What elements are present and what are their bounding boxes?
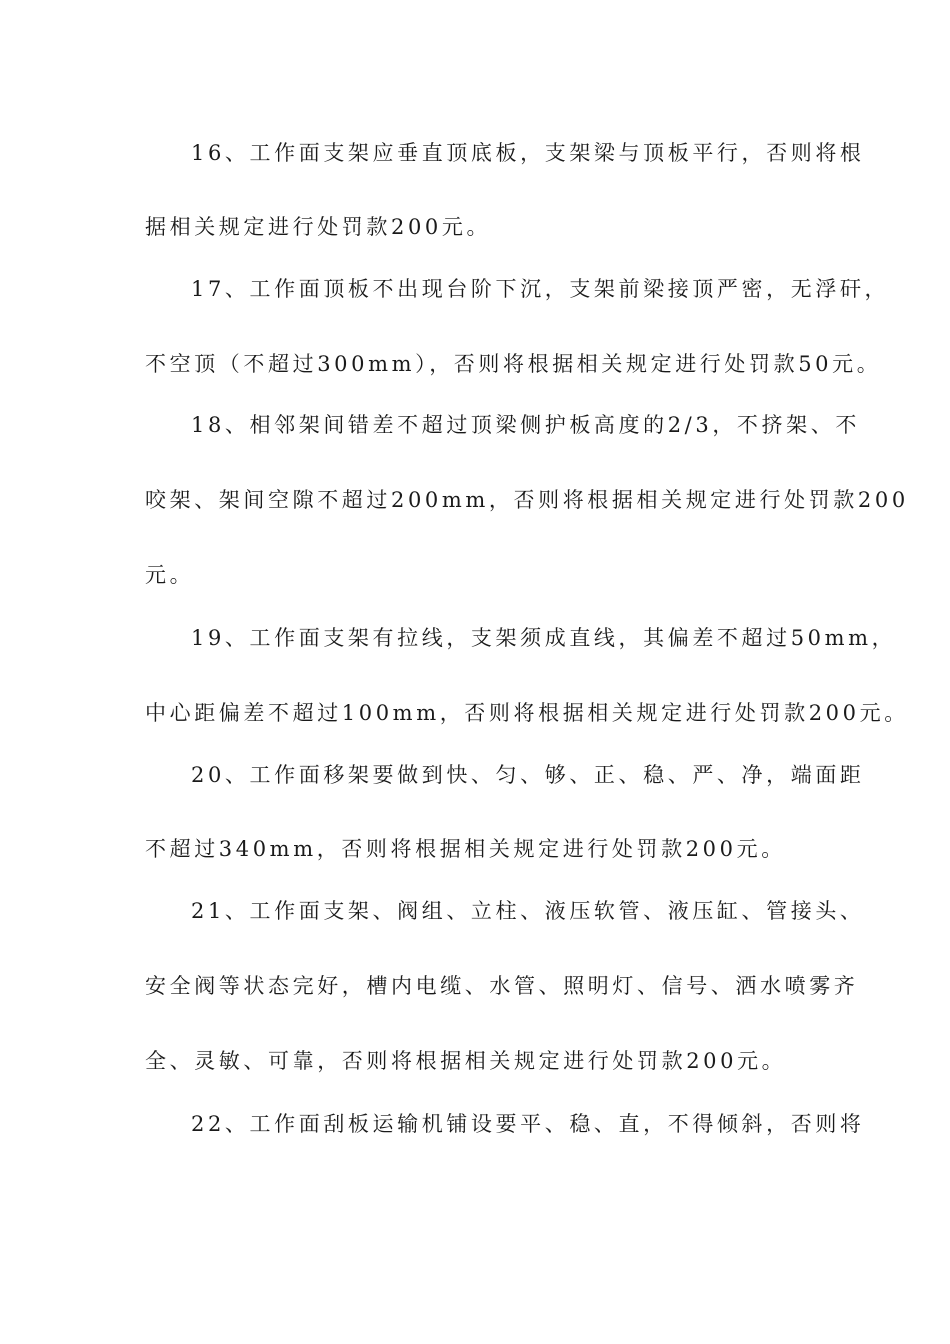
rule-22-line-1: 22、工作面刮板运输机铺设要平、稳、直，不得倾斜，否则将	[191, 1112, 865, 1136]
rule-21-line-1: 21、工作面支架、阀组、立柱、液压软管、液压缸、管接头、	[191, 899, 865, 923]
rule-20-line-2: 不超过340mm，否则将根据相关规定进行处罚款200元。	[145, 837, 786, 861]
rule-16-line-1: 16、工作面支架应垂直顶底板，支架梁与顶板平行，否则将根	[191, 141, 865, 165]
rule-17-line-2: 不空顶（不超过300mm），否则将根据相关规定进行处罚款50元。	[145, 352, 882, 376]
rule-21-line-3: 全、灵敏、可靠，否则将根据相关规定进行处罚款200元。	[145, 1049, 787, 1073]
rule-18-line-1: 18、相邻架间错差不超过顶梁侧护板高度的2/3，不挤架、不	[191, 413, 860, 437]
rule-19-line-2: 中心距偏差不超过100mm，否则将根据相关规定进行处罚款200元。	[145, 701, 909, 725]
rule-21-line-2: 安全阀等状态完好，槽内电缆、水管、照明灯、信号、洒水喷雾齐	[145, 974, 859, 998]
rule-19-line-1: 19、工作面支架有拉线，支架须成直线，其偏差不超过50mm，	[191, 626, 897, 650]
rule-16-line-2: 据相关规定进行处罚款200元。	[145, 215, 492, 239]
rule-20-line-1: 20、工作面移架要做到快、匀、够、正、稳、严、净，端面距	[191, 763, 865, 787]
rule-18-line-2: 咬架、架间空隙不超过200mm，否则将根据相关规定进行处罚款200	[145, 488, 909, 512]
rule-17-line-1: 17、工作面顶板不出现台阶下沉，支架前梁接顶严密，无浮矸，	[191, 277, 890, 301]
rule-18-line-3: 元。	[145, 563, 195, 587]
